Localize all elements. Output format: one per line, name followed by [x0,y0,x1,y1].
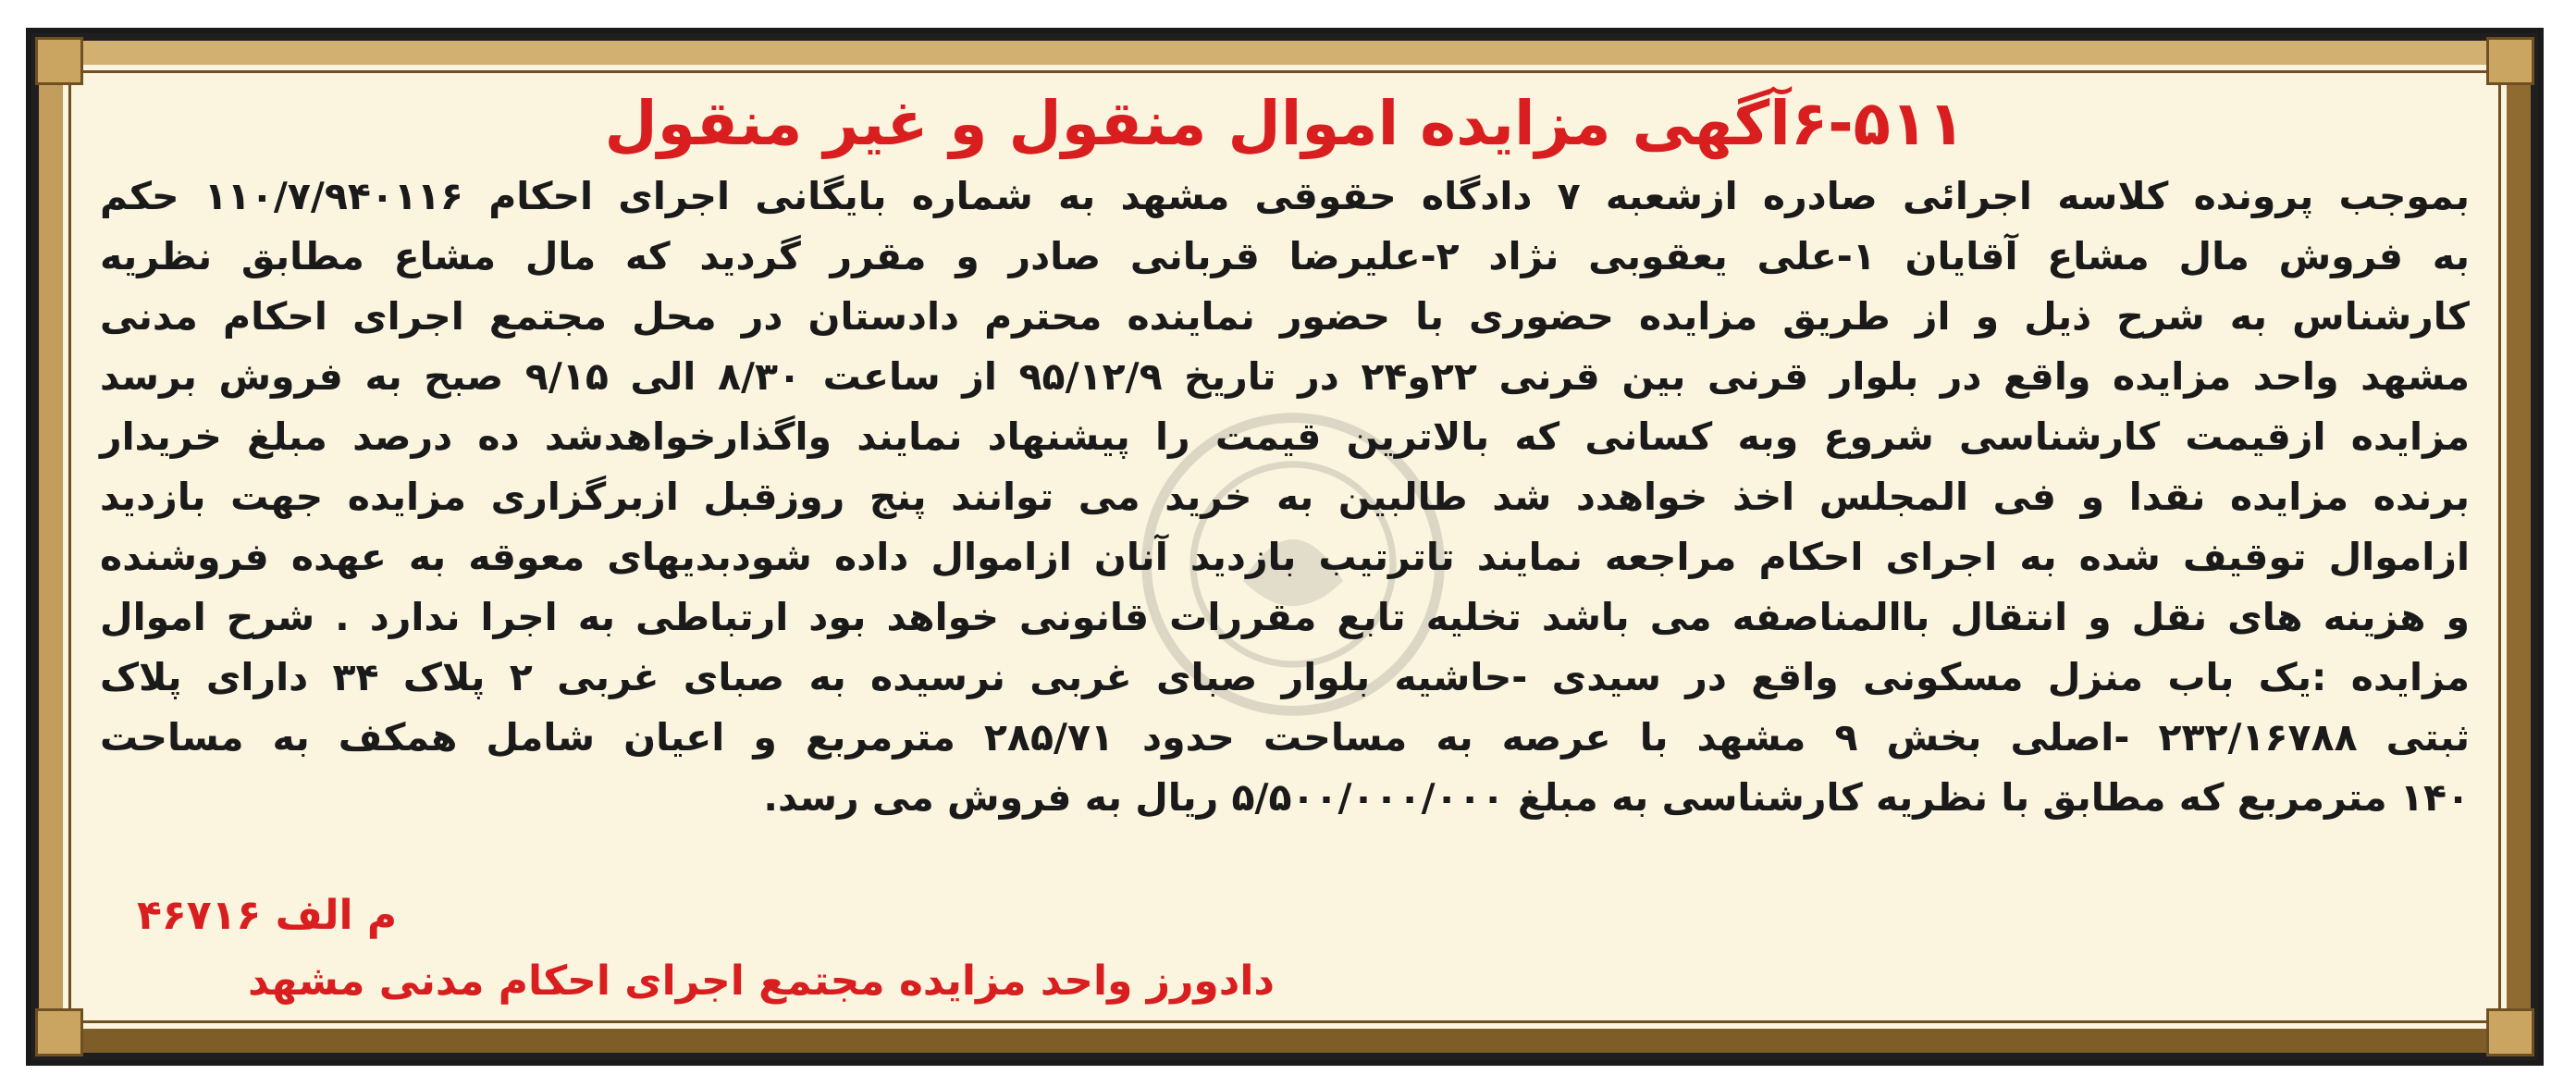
notice-headline: ۶-۵۱۱آگهی مزایده اموال منقول و غیر منقول [604,88,1966,159]
body-line: کارشناس به شرح ذیل و از طریق مزایده حضوری با حضور نماینده محترم دادستان در محل مجتمع اجرای احکام مدنی [100,294,2470,339]
reference-code: م الف ۴۶۷۱۶ [137,892,398,939]
body-line: مزایده ازقیمت کارشناسی شروع وبه کسانی که بالاترین قیمت را پیشنهاد نمایند واگذارخواهدشد ده درصد مبلغ خریدار [100,414,2470,459]
gold-border [39,41,2531,1053]
body-line: و هزینه های نقل و انتقال باالمناصفه می باشد تخلیه تابع مقررات قانونی خواهد بود ارتباطی به اجرا ندارد . شرح اموال [100,595,2470,639]
corner-ornament-top-left [35,37,83,85]
corner-ornament-bottom-right [2486,1008,2534,1056]
corner-ornament-bottom-left [35,1008,83,1056]
body-line: برنده مزایده نقدا و فی المجلس اخذ خواهدد شد طالبین به خرید می توانند پنج روزقبل ازبرگزاری مزایده جهت بازدید [100,475,2470,519]
signature-line: دادورز واحد مزایده مجتمع اجرای احکام مدنی مشهد [248,957,1276,1005]
notice-frame [26,28,2544,1066]
body-line: ثبتی ۲۳۲/۱۶۷۸۸ -اصلی بخش ۹ مشهد با عرصه به مساحت حدود ۲۸۵/۷۱ مترمربع و اعیان شامل همکف به مساحت [100,715,2471,760]
notice-footer [100,883,2470,1012]
body-line: ازاموال توقیف شده به اجرای احکام مراجعه نمایند تاترتیب بازدید آنان ازاموال داده شودبدیهای معوقه به عهده فروشنده [100,535,2470,579]
notice-body [100,167,2470,828]
corner-ornament-top-right [2486,37,2534,85]
notice-content [100,81,2470,1012]
body-line: ۱۴۰ مترمربع که مطابق با نظریه کارشناسی به مبلغ ۵/۵۰۰/۰۰۰/۰۰۰ ریال به فروش می رسد. [763,775,2470,820]
body-line: به فروش مال مشاع آقایان ۱-علی یعقوبی نژاد ۲-علیرضا قربانی صادر و مقرر گردید که مال مشاع مطابق نظریه [100,234,2471,278]
body-line: مزایده :یک باب منزل مسکونی واقع در سیدی -حاشیه بلوار صبای غربی نرسیده به صبای غربی ۲ پلاک ۳۴ دارای پلاک [100,655,2470,699]
body-line: بموجب پرونده کلاسه اجرائی صادره ازشعبه ۷ دادگاه حقوقی مشهد به شماره بایگانی اجرای احکام ۱۱۰/۷/۹۴۰۱۱۶ حکم [100,174,2470,218]
body-line: مشهد واحد مزایده واقع در بلوار قرنی بین قرنی ۲۲و۲۴ در تاریخ ۹۵/۱۲/۹ از ساعت ۸/۳۰ الی ۹/۱۵ صبح به فروش برسد [100,354,2471,399]
